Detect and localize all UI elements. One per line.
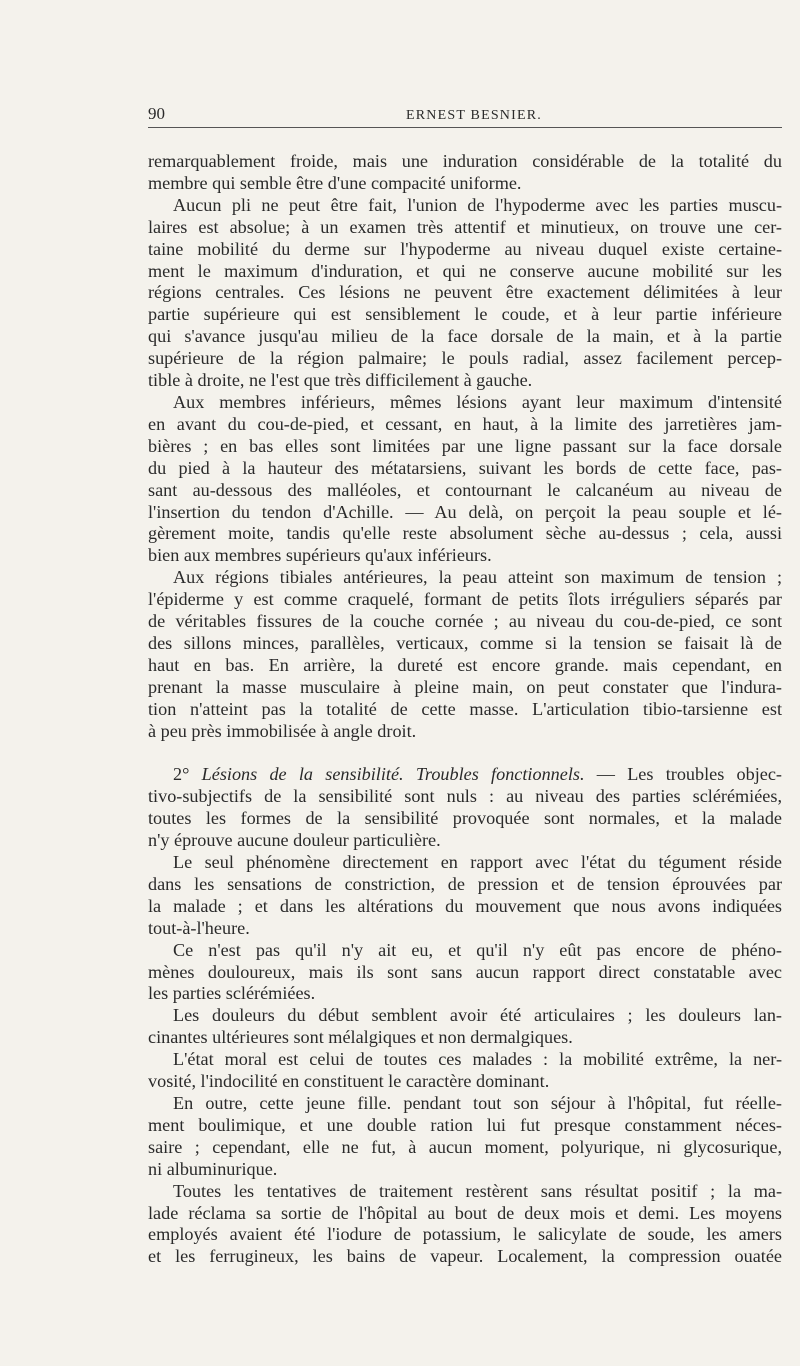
page-header bbox=[148, 104, 778, 128]
text-line: lade réclama sa sortie de l'hôpital au bout de deux mois et demi. Les moyens bbox=[148, 1202, 782, 1223]
text-line: Le seul phénomène directement en rapport avec l'état du tégument réside bbox=[173, 852, 782, 872]
text-line: l'insertion du tendon d'Achille. — Au delà, on perçoit la peau souple et lé- bbox=[148, 501, 782, 522]
running-head: ERNEST BESNIER. bbox=[406, 108, 542, 123]
text-line: du pied à la hauteur des métatarsiens, suivant les bords de cette face, pas- bbox=[148, 457, 782, 478]
text-line: L'état moral est celui de toutes ces malades : la mobilité extrême, la ner- bbox=[173, 1049, 782, 1070]
text-line: Aux régions tibiales antérieures, la peau atteint son maximum de tension ; bbox=[173, 567, 782, 588]
text-line: sant au-dessous des malléoles, et contournant le calcanéum au niveau de bbox=[148, 479, 782, 500]
text-line: dans les sensations de constriction, de pression et de tension éprouvées par bbox=[148, 873, 782, 894]
text-line: membre qui semble être d'une compacité uniforme. bbox=[148, 172, 522, 193]
text-line: employés avaient été l'iodure de potassium, le salicylate de soude, les amers bbox=[148, 1224, 782, 1245]
text-line: les parties sclérémiées. bbox=[148, 983, 316, 1004]
text-line: ment le maximum d'induration, et qui ne conserve aucune mobilité sur les bbox=[148, 260, 782, 281]
text-line: taine mobilité du derme sur l'hypoderme au niveau duquel existe certaine- bbox=[148, 238, 782, 259]
text-line bbox=[148, 742, 782, 764]
text-line: supérieure de la région palmaire; le pouls radial, assez facilement percep- bbox=[148, 348, 782, 369]
text-line: Ce n'est pas qu'il n'y ait eu, et qu'il n'y eût pas encore de phéno- bbox=[173, 939, 782, 960]
text-line: ni albuminurique. bbox=[148, 1158, 278, 1179]
text-line: et les ferrugineux, les bains de vapeur. Localement, la compression ouatée bbox=[148, 1246, 782, 1267]
page-number: 90 bbox=[148, 104, 165, 123]
text-line: tout-à-l'heure. bbox=[148, 917, 250, 938]
text-line: bien aux membres supérieurs qu'aux inférieurs. bbox=[148, 545, 492, 566]
text-line: tivo-subjectifs de la sensibilité sont nuls : au niveau des parties sclérémiées, bbox=[148, 786, 782, 807]
text-line: mènes douloureux, mais ils sont sans aucun rapport direct constatable avec bbox=[148, 961, 782, 982]
text-line: toutes les formes de la sensibilité provoquée sont normales, et la malade bbox=[148, 808, 782, 829]
text-line: partie supérieure qui est sensiblement le coude, et à leur partie inférieure bbox=[148, 304, 782, 325]
text-line: des sillons minces, parallèles, verticaux, comme si la tension se faisait là de bbox=[148, 632, 782, 653]
text-line: régions centrales. Ces lésions ne peuvent être exactement délimitées à leur bbox=[148, 282, 782, 303]
text-line: à peu près immobilisée à angle droit. bbox=[148, 720, 417, 741]
text-line: l'épiderme y est comme craquelé, formant de petits îlots irréguliers séparés par bbox=[148, 589, 782, 610]
text-line: Les douleurs du début semblent avoir été articulaires ; les douleurs lan- bbox=[173, 1005, 782, 1026]
text-line: remarquablement froide, mais une induration considérable de la totalité du bbox=[148, 151, 782, 171]
text-line: bières ; en bas elles sont limitées par une ligne passant sur la face dorsale bbox=[148, 435, 782, 456]
text-line: la malade ; et dans les altérations du mouvement que nous avons indiquées bbox=[148, 895, 782, 916]
text-line: Aux membres inférieurs, mêmes lésions ayant leur maximum d'intensité bbox=[173, 391, 782, 412]
text-line: tible à droite, ne l'est que très difficilement à gauche. bbox=[148, 370, 533, 391]
text-line: ment boulimique, et une double ration lui fut presque constamment néces- bbox=[148, 1114, 782, 1135]
text-line: qui s'avance jusqu'au milieu de la face dorsale de la main, et à la partie bbox=[148, 326, 782, 347]
text-line: vosité, l'indocilité en constituent le caractère dominant. bbox=[148, 1071, 550, 1092]
header-rule bbox=[148, 127, 782, 128]
text-line: Toutes les tentatives de traitement restèrent sans résultat positif ; la ma- bbox=[173, 1180, 782, 1201]
body-text bbox=[148, 151, 782, 1268]
text-line: haut en bas. En arrière, la dureté est encore grande. mais cependant, en bbox=[148, 654, 782, 675]
text-line: de véritables fissures de la couche cornée ; au niveau du cou-de-pied, ce sont bbox=[148, 611, 782, 632]
text-line: tion n'atteint pas la totalité de cette masse. L'articulation tibio-tarsienne est bbox=[148, 698, 782, 719]
text-line: laires est absolue; à un examen très attentif et minutieux, on trouve une cer- bbox=[148, 216, 782, 237]
text-line: prenant la masse musculaire à pleine main, on peut constater que l'indura- bbox=[148, 676, 782, 697]
text-line: En outre, cette jeune fille. pendant tout son séjour à l'hôpital, fut réelle- bbox=[173, 1092, 782, 1113]
text-line: Aucun pli ne peut être fait, l'union de l'hypoderme avec les parties muscu- bbox=[173, 194, 782, 215]
text-line: cinantes ultérieures sont mélalgiques et non dermalgiques. bbox=[148, 1027, 573, 1048]
text-line: en avant du cou-de-pied, et cessant, en haut, à la limite des jarretières jam- bbox=[148, 413, 782, 434]
text-line: gèrement moite, tandis qu'elle reste absolument sèche au-dessus ; cela, aussi bbox=[148, 523, 782, 544]
text-line: n'y éprouve aucune douleur particulière. bbox=[148, 830, 441, 851]
text-line: 2° Lésions de la sensibilité. Troubles fonctionnels. — Les troubles objec- bbox=[173, 764, 782, 785]
text-line: saire ; cependant, elle ne fut, à aucun moment, polyurique, ni glycosurique, bbox=[148, 1136, 782, 1157]
